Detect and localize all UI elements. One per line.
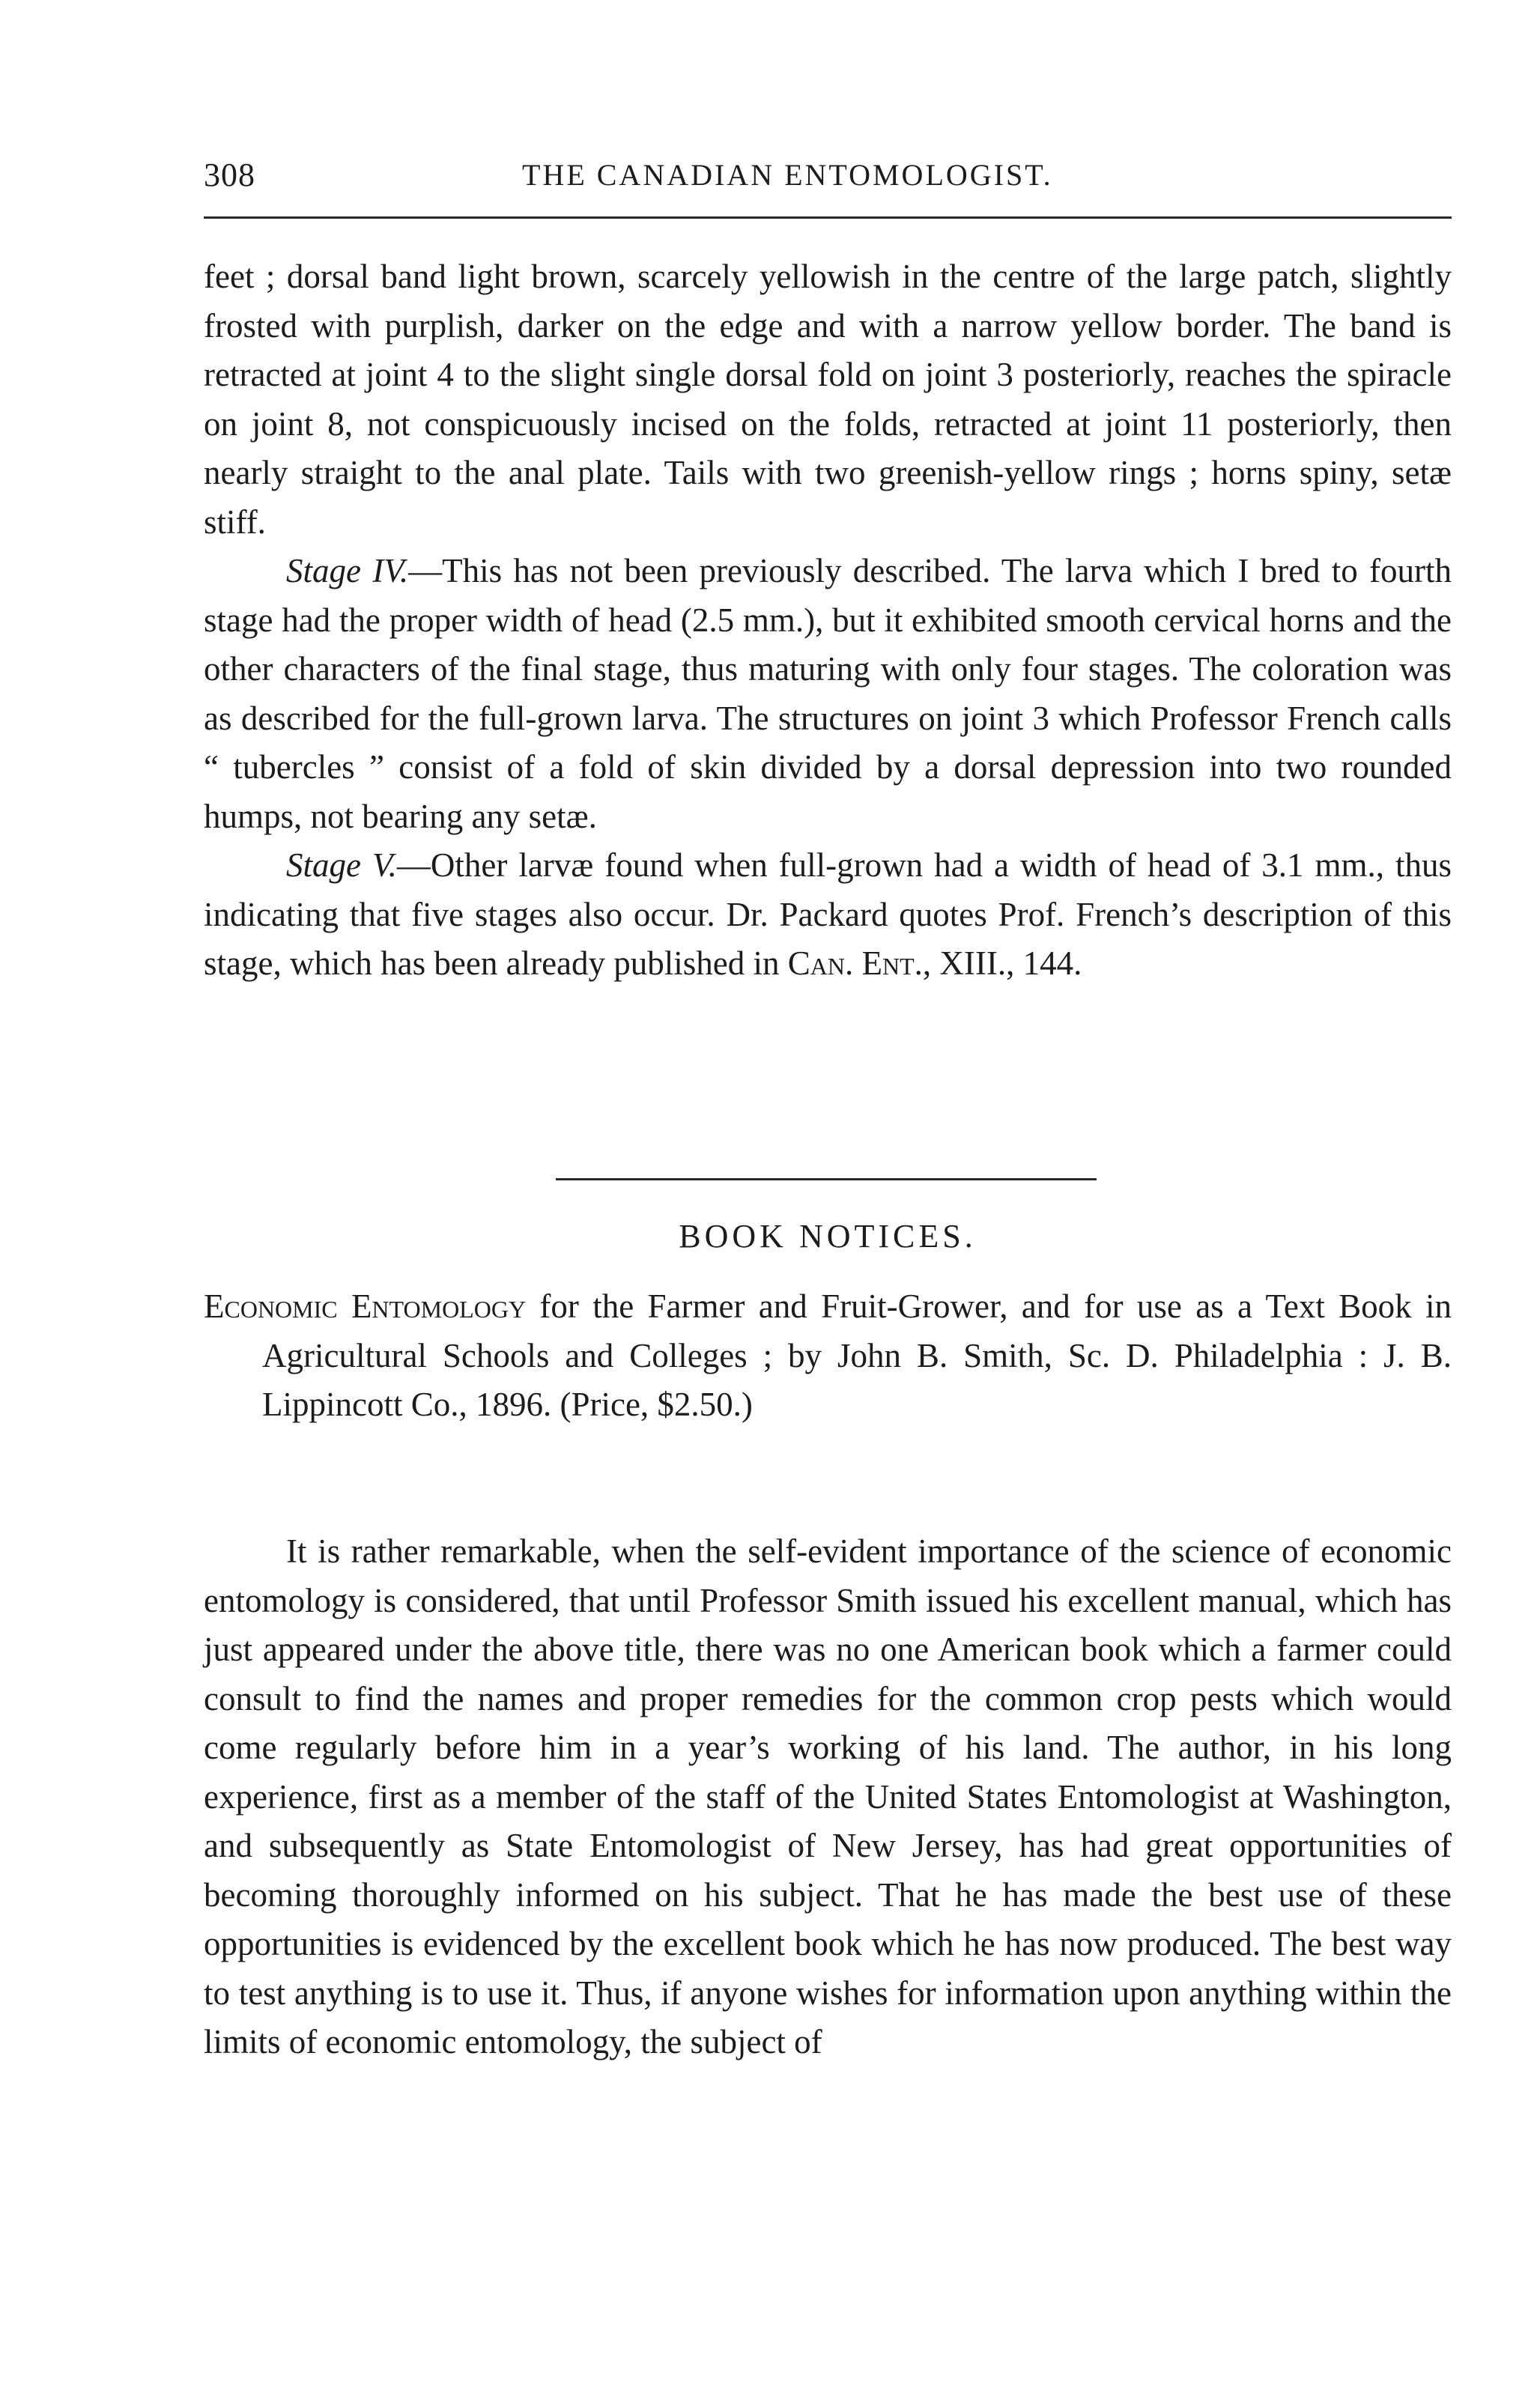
running-head: THE CANADIAN ENTOMOLOGIST.	[522, 158, 1053, 192]
paragraph-stage-iv	[204, 547, 1452, 841]
stage-v-label: Stage V.	[286, 846, 397, 884]
stage-v-text-2: , XIII., 144.	[922, 944, 1082, 982]
review-paragraph: It is rather remarkable, when the self-evident importance of the science of economic entomology is considered, that until Professor Smith issued his excellent manual, which has just appeared under the above title, there was no one American book which a farmer could consult to find the names and proper remedies for the common crop pests which would come regularly before him in a year’s working of his land. The author, in his long experience, first as a member of the staff of the United States Entomologist at Washington, and subsequently as State Entomologist of New Jersey, has had great opportunities of becoming thoroughly informed on his subject. That he has made the best use of these opportunities is evidenced by the excellent book which he has now produced. The best way to test anything is to use it. Thus, if anyone wishes for information upon anything within the limits of economic entomology, the subject of	[204, 1532, 1452, 2060]
page-header	[204, 156, 1452, 208]
continuation-text	[204, 252, 1452, 989]
paragraph-stage-v	[204, 841, 1452, 989]
paragraph-description: feet ; dorsal band light brown, scarcely yellowish in the centre of the large patch, slightly frosted with purplish, darker on the edge and with a narrow yellow border. The band is retracted at joint 4 to the slight single dorsal fold on joint 3 posteriorly, reaches the spiracle on joint 8, not conspicuously incised on the folds, retracted at joint 11 posteriorly, then nearly straight to the anal plate. Tails with two greenish-yellow rings ; horns spiny, setæ stiff.	[204, 258, 1452, 541]
section-title: BOOK NOTICES.	[679, 1218, 977, 1255]
stage-iv-text: —This has not been previously described. The larva which I bred to fourth stage had the proper width of head (2.5 mm.), but it exhibited smooth cervical horns and the other characters of the final stage, thus maturing with only four stages. The coloration was as described for the full-grown larva. The structures on joint 3 which Professor French calls “ tubercles ” consist of a fold of skin divided by a dorsal depression into two rounded humps, not bearing any setæ.	[204, 552, 1452, 835]
section-divider	[556, 1178, 1097, 1180]
page-number: 308	[204, 157, 255, 193]
stage-v-text-1: —Other larvæ found when full-grown had a width of head of 3.1 mm., thus indicating that five stages also occur. Dr. Packard quotes Prof. French’s description of this stage, which has been already published in	[204, 846, 1452, 982]
citation-rest: for the Farmer and Fruit-Grower, and for use as a Text Book in Agricultural Schools and Colleges ; by John B. Smith, Sc. D. Philadelphia : J. B. Lippincott Co., 1896. (Price, $2.50.)	[262, 1288, 1452, 1423]
citation-title: Economic Entomology	[204, 1288, 527, 1325]
header-rule	[204, 216, 1452, 219]
book-citation	[204, 1282, 1452, 1430]
stage-v-journal: Can. Ent.	[787, 944, 923, 982]
stage-iv-label: Stage IV.	[286, 552, 409, 589]
